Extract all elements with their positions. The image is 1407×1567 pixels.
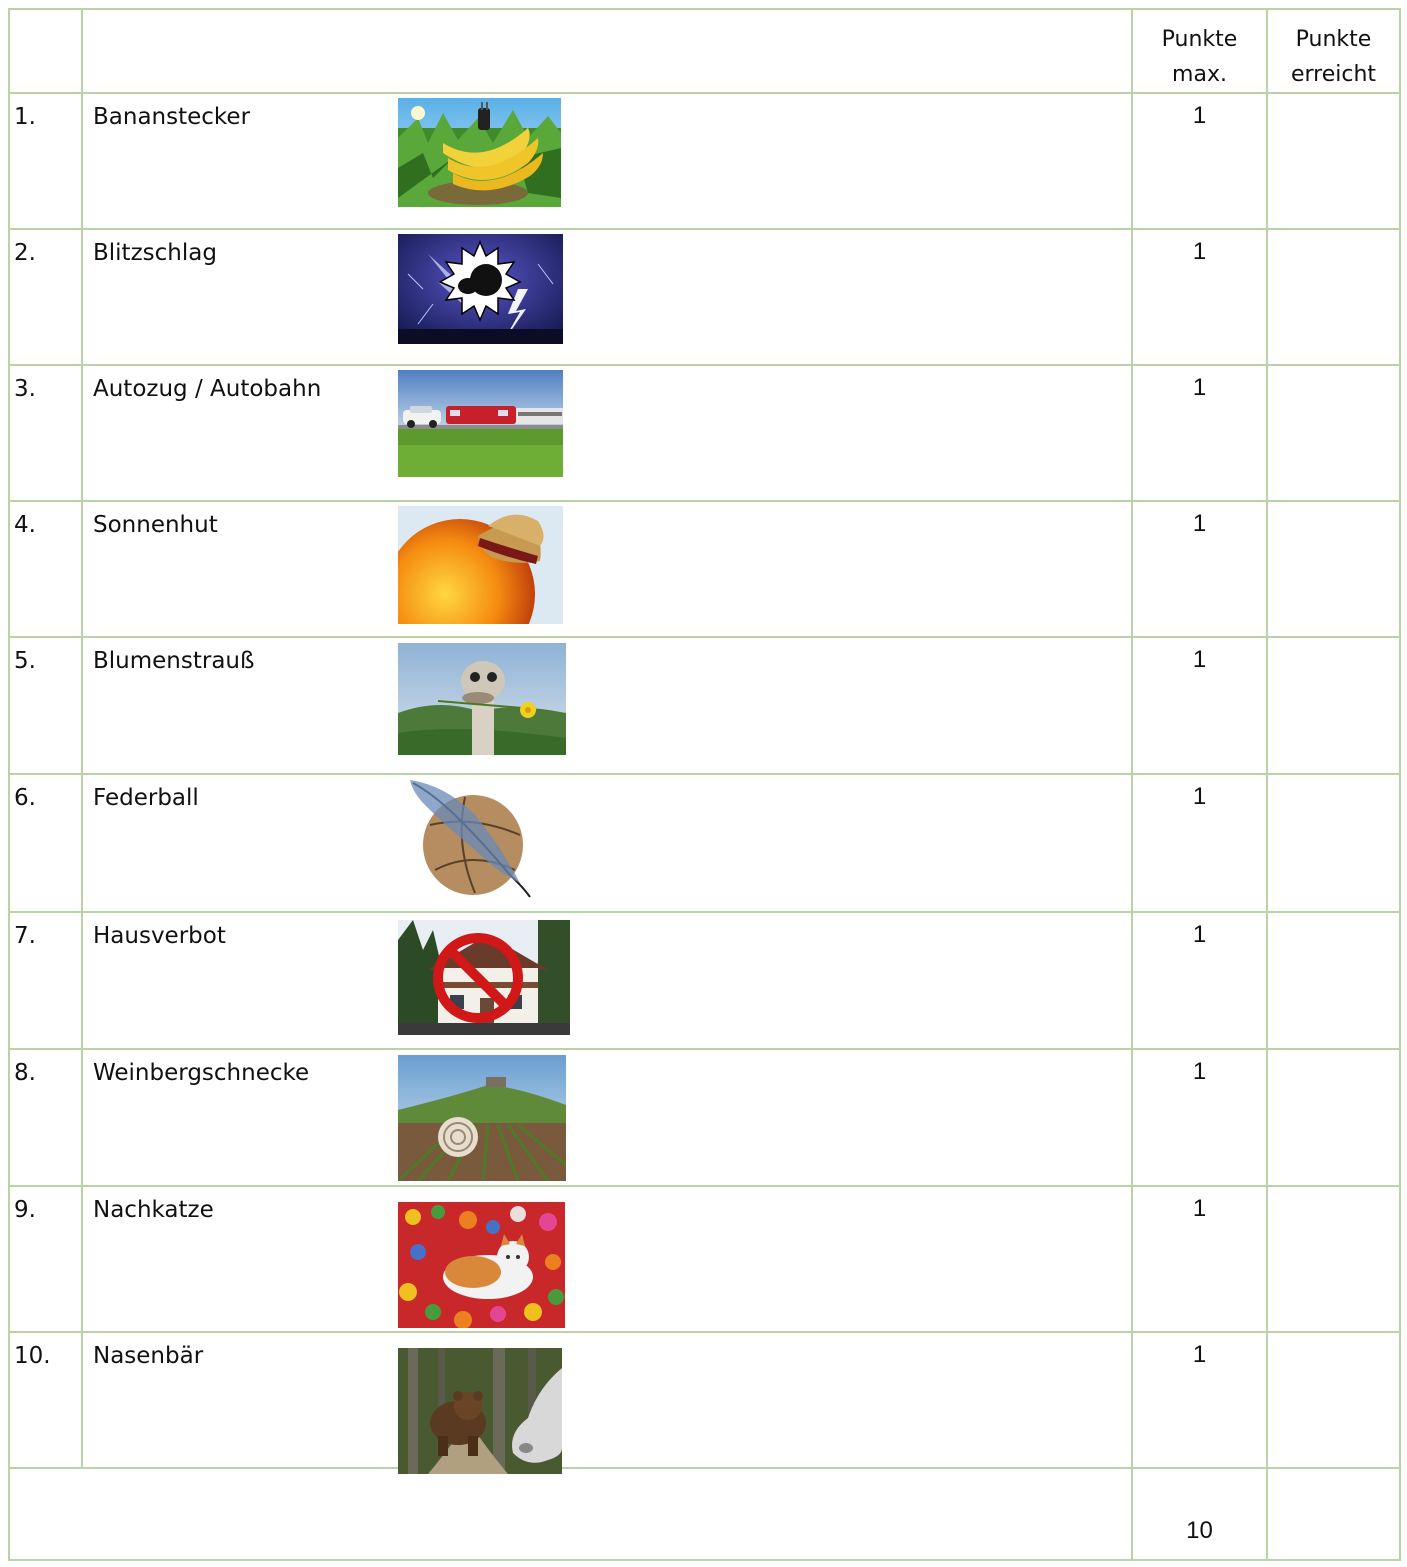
header-cell-number: [9, 9, 82, 93]
row-points-achieved[interactable]: [1267, 1049, 1400, 1186]
table-row: [9, 501, 1400, 637]
header-points-achieved: [1267, 9, 1400, 93]
row-word: Sonnenhut: [82, 501, 1132, 637]
row-points-max: 1: [1132, 774, 1267, 912]
car-train-image: [398, 370, 563, 477]
row-points-max: 1: [1132, 501, 1267, 637]
header-row: [9, 9, 1400, 93]
ostrich-with-flower-image: [398, 643, 566, 755]
bananas-with-plug-image: [398, 98, 561, 207]
header-points-max-line1: Punkte: [1161, 27, 1238, 52]
row-number: 5.: [9, 637, 82, 774]
row-points-achieved[interactable]: [1267, 229, 1400, 365]
header-points-achieved-line1: Punkte: [1295, 27, 1372, 52]
table-row: [9, 93, 1400, 229]
candy-cat-image: [398, 1202, 565, 1328]
row-number: 10.: [9, 1332, 82, 1468]
row-points-max: 1: [1132, 1186, 1267, 1332]
house-prohibited-image: [398, 920, 570, 1035]
table-row: [9, 229, 1400, 365]
row-points-achieved[interactable]: [1267, 501, 1400, 637]
row-word: Nasenbär: [82, 1332, 1132, 1468]
row-points-max: 1: [1132, 1332, 1267, 1468]
sun-with-hat-image: [398, 506, 563, 624]
row-number: 9.: [9, 1186, 82, 1332]
row-points-achieved[interactable]: [1267, 637, 1400, 774]
row-points-max: 1: [1132, 93, 1267, 229]
row-points-achieved[interactable]: [1267, 774, 1400, 912]
row-points-achieved[interactable]: [1267, 1186, 1400, 1332]
header-points-achieved-line2: erreicht: [1290, 62, 1377, 87]
row-word: Blumenstrauß: [82, 637, 1132, 774]
row-points-max: 1: [1132, 637, 1267, 774]
row-points-max: 1: [1132, 1049, 1267, 1186]
row-points-achieved[interactable]: [1267, 93, 1400, 229]
row-word: Weinbergschnecke: [82, 1049, 1132, 1186]
row-points-achieved[interactable]: [1267, 1332, 1400, 1468]
row-number: 6.: [9, 774, 82, 912]
feather-ball-image: [405, 775, 535, 900]
total-label-cell: [9, 1468, 1132, 1560]
total-points-max: 10: [1132, 1468, 1267, 1560]
row-word: Federball: [82, 774, 1132, 912]
row-word: Bananstecker: [82, 93, 1132, 229]
total-points-achieved[interactable]: [1267, 1468, 1400, 1560]
bear-nose-image: [398, 1348, 562, 1474]
row-number: 3.: [9, 365, 82, 501]
total-row: [9, 1468, 1400, 1560]
table-row: [9, 1049, 1400, 1186]
row-points-max: 1: [1132, 912, 1267, 1049]
header-points-max-line2: max.: [1172, 62, 1227, 87]
row-points-max: 1: [1132, 229, 1267, 365]
row-points-max: 1: [1132, 365, 1267, 501]
row-number: 2.: [9, 229, 82, 365]
vineyard-snail-image: [398, 1055, 566, 1181]
table-row: [9, 912, 1400, 1049]
row-points-achieved[interactable]: [1267, 912, 1400, 1049]
row-points-achieved[interactable]: [1267, 365, 1400, 501]
row-number: 4.: [9, 501, 82, 637]
lightning-punch-image: [398, 234, 563, 344]
header-points-max: [1132, 9, 1267, 93]
row-word: Blitzschlag: [82, 229, 1132, 365]
row-word: Nachkatze: [82, 1186, 1132, 1332]
row-word: Hausverbot: [82, 912, 1132, 1049]
table-row: [9, 1186, 1400, 1332]
table-row: [9, 365, 1400, 501]
table-row: [9, 774, 1400, 912]
header-cell-word: [82, 9, 1132, 93]
row-word: Autozug / Autobahn: [82, 365, 1132, 501]
table-row: [9, 637, 1400, 774]
scoring-table: [8, 8, 1401, 1561]
row-number: 8.: [9, 1049, 82, 1186]
row-number: 1.: [9, 93, 82, 229]
table-row: [9, 1332, 1400, 1468]
row-number: 7.: [9, 912, 82, 1049]
